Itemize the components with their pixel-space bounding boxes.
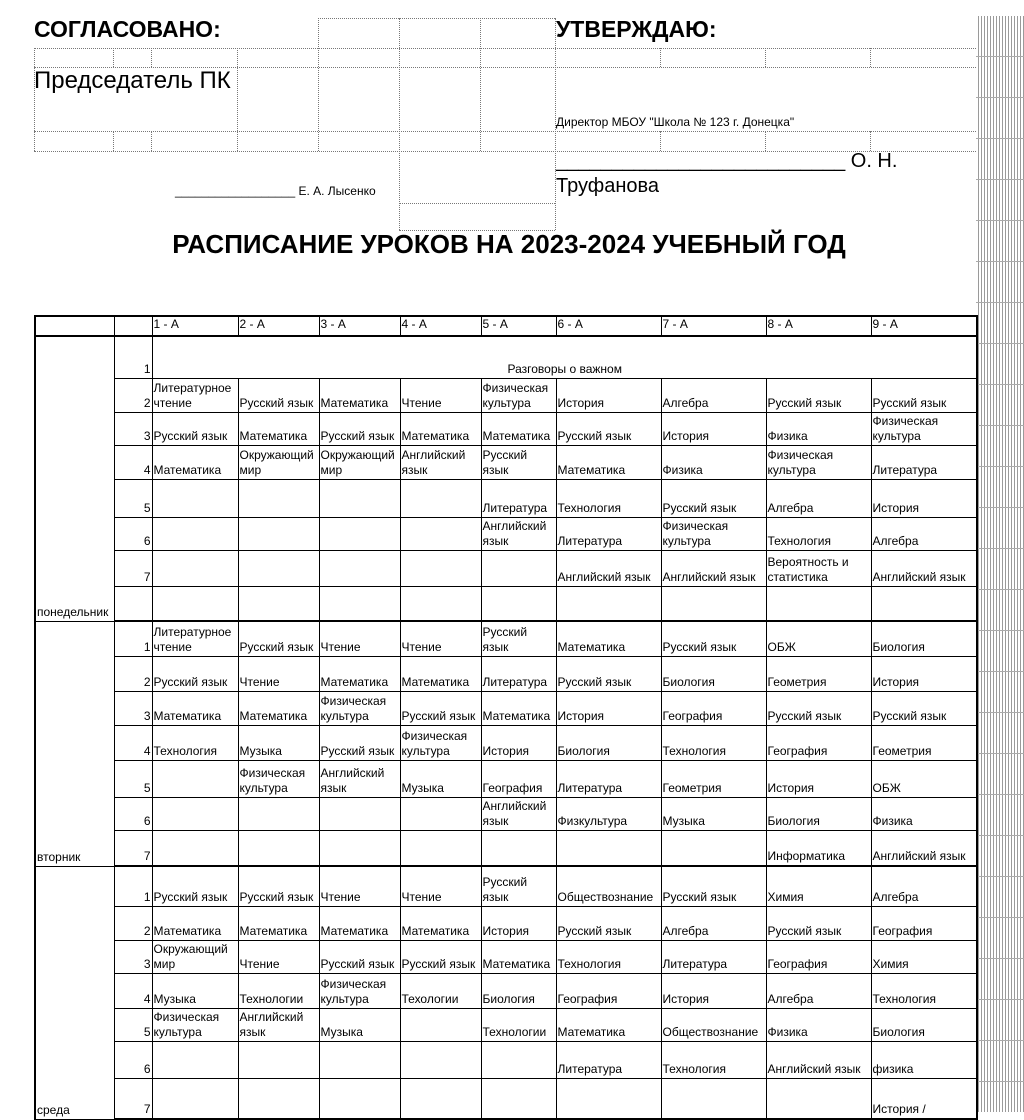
lesson-cell: Литература xyxy=(871,445,977,479)
lesson-cell: Технологии xyxy=(481,1008,556,1041)
table-row xyxy=(35,586,977,621)
lesson-cell: Физика xyxy=(766,1008,871,1041)
lesson-cell: География xyxy=(871,906,977,940)
lesson-cell: Музыка xyxy=(238,725,319,760)
lesson-number: 6 xyxy=(114,1041,152,1078)
table-row xyxy=(35,725,977,760)
lesson-cell: Геометрия xyxy=(766,656,871,691)
table-row xyxy=(35,378,977,412)
table-row xyxy=(35,691,977,725)
lesson-cell: Геометрия xyxy=(871,725,977,760)
lesson-cell xyxy=(481,550,556,586)
lesson-cell xyxy=(238,830,319,866)
lesson-cell: Информатика xyxy=(766,830,871,866)
class-header: 4 - А xyxy=(400,316,481,336)
lesson-cell: Английский язык xyxy=(871,550,977,586)
lesson-cell: Русский язык xyxy=(556,412,661,445)
lesson-cell: Чтение xyxy=(319,621,400,656)
lesson-cell: Русский язык xyxy=(481,866,556,906)
lesson-cell xyxy=(152,586,238,621)
lesson-cell xyxy=(556,586,661,621)
lesson-cell: Русский язык xyxy=(661,866,766,906)
lesson-cell xyxy=(152,550,238,586)
lesson-cell: Обществознание xyxy=(556,866,661,906)
lesson-cell xyxy=(400,550,481,586)
lesson-cell: Биология xyxy=(661,656,766,691)
lesson-cell: Чтение xyxy=(400,866,481,906)
gridline xyxy=(660,48,661,67)
lesson-cell: Алгебра xyxy=(766,973,871,1008)
page-title: РАСПИСАНИЕ УРОКОВ НА 2023-2024 УЧЕБНЫЙ ГОД xyxy=(172,229,846,259)
lesson-cell xyxy=(400,797,481,830)
lesson-number: 7 xyxy=(114,1078,152,1119)
lesson-cell: Русский язык xyxy=(319,940,400,973)
lesson-cell: Английский язык xyxy=(556,550,661,586)
lesson-cell xyxy=(238,1078,319,1119)
lesson-cell xyxy=(400,586,481,621)
lesson-cell: Математика xyxy=(481,940,556,973)
gridline xyxy=(113,48,114,67)
lesson-cell xyxy=(319,830,400,866)
lesson-cell xyxy=(661,1078,766,1119)
lesson-cell: Английский язык xyxy=(400,445,481,479)
lesson-cell: Биология xyxy=(556,725,661,760)
lesson-cell: Музыка xyxy=(661,797,766,830)
lesson-cell: Русский язык xyxy=(556,656,661,691)
lesson-cell: Русский язык xyxy=(152,412,238,445)
class-header: 5 - А xyxy=(481,316,556,336)
lesson-number: 3 xyxy=(114,691,152,725)
lesson-cell: физика xyxy=(871,1041,977,1078)
lesson-cell: Русский язык xyxy=(152,656,238,691)
lesson-cell: Английский язык xyxy=(319,760,400,797)
lesson-number: 7 xyxy=(114,550,152,586)
table-row xyxy=(35,517,977,550)
gridline xyxy=(399,18,400,230)
lesson-cell xyxy=(400,1078,481,1119)
table-row xyxy=(35,830,977,866)
lesson-cell: Окружающий мир xyxy=(319,445,400,479)
lesson-cell: Математика xyxy=(319,656,400,691)
gridline xyxy=(34,131,976,132)
lesson-cell xyxy=(766,586,871,621)
lesson-cell: Физическая культура xyxy=(871,412,977,445)
gridline xyxy=(237,48,238,151)
lesson-cell: Обществознание xyxy=(661,1008,766,1041)
lesson-number: 1 xyxy=(114,336,152,378)
gridline xyxy=(870,48,871,67)
lesson-number: 6 xyxy=(114,797,152,830)
lesson-cell: Биология xyxy=(766,797,871,830)
gridline xyxy=(318,18,319,151)
lesson-cell xyxy=(238,479,319,517)
approval-left-signature: __________________ Е. А. Лысенко xyxy=(175,184,376,198)
class-header: 9 - А xyxy=(871,316,977,336)
lesson-cell: ОБЖ xyxy=(871,760,977,797)
lesson-cell: Математика xyxy=(556,1008,661,1041)
lesson-cell: Русский язык xyxy=(238,621,319,656)
lesson-number: 2 xyxy=(114,906,152,940)
lesson-cell: Чтение xyxy=(400,378,481,412)
lesson-cell xyxy=(481,830,556,866)
lesson-cell xyxy=(319,1041,400,1078)
lesson-cell: Физика xyxy=(661,445,766,479)
lesson-cell: Чтение xyxy=(319,866,400,906)
lesson-cell: Математика xyxy=(481,412,556,445)
class-header: 1 - А xyxy=(152,316,238,336)
lesson-cell: Русский язык xyxy=(238,866,319,906)
lesson-cell: Алгебра xyxy=(871,517,977,550)
lesson-cell: Русский язык xyxy=(766,691,871,725)
lesson-cell xyxy=(319,797,400,830)
lesson-cell xyxy=(319,517,400,550)
lesson-cell: Алгебра xyxy=(661,906,766,940)
table-row xyxy=(35,866,977,906)
table-row xyxy=(35,1078,977,1119)
lesson-cell: Литература xyxy=(481,479,556,517)
lesson-cell xyxy=(319,1078,400,1119)
lesson-cell: Технология xyxy=(152,725,238,760)
lesson-cell: Русский язык xyxy=(766,906,871,940)
gridline xyxy=(765,131,766,151)
lesson-cell: Математика xyxy=(556,621,661,656)
lesson-cell: Английский язык xyxy=(481,797,556,830)
lesson-cell: Музыка xyxy=(400,760,481,797)
lesson-cell: Математика xyxy=(238,691,319,725)
approval-left-role: Председатель ПК xyxy=(34,67,231,94)
lesson-cell: Чтение xyxy=(238,656,319,691)
table-row xyxy=(35,973,977,1008)
lesson-cell xyxy=(152,760,238,797)
lesson-cell: Технология xyxy=(556,940,661,973)
table-row xyxy=(35,906,977,940)
lesson-cell: История / xyxy=(871,1078,977,1119)
lesson-cell: Математика xyxy=(152,906,238,940)
lesson-cell: Литературное чтение xyxy=(152,378,238,412)
lesson-number xyxy=(114,586,152,621)
lesson-cell: Русский язык xyxy=(238,378,319,412)
class-header: 6 - А xyxy=(556,316,661,336)
lesson-cell: География xyxy=(481,760,556,797)
lesson-number: 3 xyxy=(114,412,152,445)
lesson-cell: Русский язык xyxy=(481,445,556,479)
table-row xyxy=(35,336,977,378)
header-empty-cell xyxy=(114,316,152,336)
lesson-cell: Русский язык xyxy=(319,725,400,760)
lesson-cell xyxy=(661,830,766,866)
day-name: понедельник xyxy=(35,336,114,621)
lesson-number: 2 xyxy=(114,656,152,691)
table-row xyxy=(35,479,977,517)
table-row xyxy=(35,1008,977,1041)
lesson-cell xyxy=(400,517,481,550)
lesson-cell: Физика xyxy=(871,797,977,830)
lesson-cell: Физкультура xyxy=(556,797,661,830)
lesson-cell: Русский язык xyxy=(556,906,661,940)
lesson-number: 1 xyxy=(114,866,152,906)
lesson-number: 5 xyxy=(114,1008,152,1041)
table-row xyxy=(35,940,977,973)
gridline xyxy=(151,48,152,67)
lesson-cell: Алгебра xyxy=(661,378,766,412)
lesson-cell xyxy=(556,1078,661,1119)
lesson-cell xyxy=(481,586,556,621)
lesson-number: 4 xyxy=(114,973,152,1008)
lesson-cell: Технологии xyxy=(238,973,319,1008)
lesson-cell xyxy=(400,479,481,517)
lesson-number: 2 xyxy=(114,378,152,412)
gridline xyxy=(113,131,114,151)
lesson-cell xyxy=(152,479,238,517)
approval-right-signature-line: __________________________ О. Н. xyxy=(556,150,898,172)
lesson-number: 5 xyxy=(114,479,152,517)
table-row xyxy=(35,621,977,656)
lesson-cell xyxy=(152,830,238,866)
lesson-cell: Математика xyxy=(319,906,400,940)
lesson-cell: ОБЖ xyxy=(766,621,871,656)
lesson-cell: Математика xyxy=(238,412,319,445)
lesson-cell: Физическая культура xyxy=(319,691,400,725)
lesson-cell: Физическая культура xyxy=(238,760,319,797)
lesson-cell: История xyxy=(871,656,977,691)
lesson-cell: Математика xyxy=(400,656,481,691)
lesson-cell xyxy=(238,1041,319,1078)
lesson-cell: Химия xyxy=(871,940,977,973)
lesson-cell: Литературное чтение xyxy=(152,621,238,656)
day-name: вторник xyxy=(35,621,114,866)
lesson-cell: География xyxy=(766,725,871,760)
lesson-cell: Алгебра xyxy=(871,866,977,906)
lesson-cell: Физическая культура xyxy=(400,725,481,760)
lesson-cell: Окружающий мир xyxy=(238,445,319,479)
lesson-cell xyxy=(238,517,319,550)
lesson-cell: Техологии xyxy=(400,973,481,1008)
lesson-cell: География xyxy=(766,940,871,973)
lesson-cell: Физическая культура xyxy=(319,973,400,1008)
gridline xyxy=(480,18,481,151)
lesson-cell: История xyxy=(556,378,661,412)
lesson-number: 5 xyxy=(114,760,152,797)
lesson-cell: Биология xyxy=(871,1008,977,1041)
lesson-cell: Математика xyxy=(556,445,661,479)
lesson-number: 4 xyxy=(114,725,152,760)
lesson-cell xyxy=(152,1078,238,1119)
lesson-cell: Чтение xyxy=(400,621,481,656)
lesson-cell: Русский язык xyxy=(766,378,871,412)
lesson-cell: История xyxy=(481,906,556,940)
lesson-cell: Математика xyxy=(152,691,238,725)
lesson-cell xyxy=(481,1041,556,1078)
gridline xyxy=(870,131,871,151)
lesson-cell: География xyxy=(556,973,661,1008)
lesson-cell: Русский язык xyxy=(400,691,481,725)
approval-left-title: СОГЛАСОВАНО: xyxy=(34,16,221,42)
schedule-table xyxy=(34,315,978,1120)
lesson-cell xyxy=(319,586,400,621)
approval-right-name: Труфанова xyxy=(556,175,660,197)
day-name: среда xyxy=(35,866,114,1119)
lesson-number: 6 xyxy=(114,517,152,550)
lesson-cell: Литература xyxy=(661,940,766,973)
lesson-cell: Физическая культура xyxy=(152,1008,238,1041)
lesson-cell xyxy=(481,1078,556,1119)
table-row xyxy=(35,760,977,797)
lesson-cell: Литература xyxy=(556,1041,661,1078)
class-header: 7 - А xyxy=(661,316,766,336)
lesson-cell: Английский язык xyxy=(661,550,766,586)
spreadsheet-grid-strip xyxy=(976,16,1024,1112)
lesson-cell: Физическая культура xyxy=(481,378,556,412)
lesson-cell xyxy=(400,1041,481,1078)
lesson-cell: История xyxy=(871,479,977,517)
approval-right-title: УТВЕРЖДАЮ: xyxy=(556,16,717,42)
lesson-cell xyxy=(400,830,481,866)
lesson-number: 7 xyxy=(114,830,152,866)
lesson-cell: Русский язык xyxy=(871,378,977,412)
lesson-number: 3 xyxy=(114,940,152,973)
lesson-cell: Биология xyxy=(481,973,556,1008)
lesson-cell: История xyxy=(481,725,556,760)
lesson-cell: Музыка xyxy=(152,973,238,1008)
lesson-cell: История xyxy=(661,973,766,1008)
lesson-number: 4 xyxy=(114,445,152,479)
lesson-cell xyxy=(152,797,238,830)
class-header: 2 - А xyxy=(238,316,319,336)
lesson-cell: Математика xyxy=(481,691,556,725)
lesson-cell: География xyxy=(661,691,766,725)
table-row xyxy=(35,412,977,445)
lesson-cell: Технология xyxy=(556,479,661,517)
lesson-cell: Английский язык xyxy=(766,1041,871,1078)
lesson-cell: Чтение xyxy=(238,940,319,973)
class-header: 3 - А xyxy=(319,316,400,336)
table-row xyxy=(35,550,977,586)
lesson-cell: Алгебра xyxy=(766,479,871,517)
lesson-cell: Русский язык xyxy=(871,691,977,725)
table-row xyxy=(35,445,977,479)
lesson-cell xyxy=(556,830,661,866)
lesson-cell: Окружающий мир xyxy=(152,940,238,973)
gridline xyxy=(399,203,555,204)
lesson-cell: Математика xyxy=(400,412,481,445)
lesson-cell: Математика xyxy=(319,378,400,412)
lesson-cell: Английский язык xyxy=(871,830,977,866)
lesson-cell: Геометрия xyxy=(661,760,766,797)
lesson-cell: Русский язык xyxy=(400,940,481,973)
lesson-cell: Литература xyxy=(556,760,661,797)
lesson-cell: Математика xyxy=(400,906,481,940)
lesson-cell xyxy=(871,586,977,621)
lesson-cell: Технология xyxy=(766,517,871,550)
lesson-cell: Литература xyxy=(556,517,661,550)
lesson-cell: Русский язык xyxy=(661,479,766,517)
lesson-cell: Русский язык xyxy=(481,621,556,656)
lesson-cell xyxy=(152,517,238,550)
lesson-cell: Физическая культура xyxy=(766,445,871,479)
gridline xyxy=(151,131,152,151)
table-row xyxy=(35,797,977,830)
lesson-cell xyxy=(400,1008,481,1041)
merged-lesson-cell: Разговоры о важном xyxy=(152,336,977,378)
lesson-cell: Английский язык xyxy=(481,517,556,550)
lesson-cell: Математика xyxy=(238,906,319,940)
gridline xyxy=(34,48,35,151)
header-row xyxy=(35,316,977,336)
lesson-cell xyxy=(766,1078,871,1119)
lesson-cell: Литература xyxy=(481,656,556,691)
lesson-cell: Математика xyxy=(152,445,238,479)
table-row xyxy=(35,656,977,691)
gridline xyxy=(34,48,976,49)
lesson-cell: Технология xyxy=(661,1041,766,1078)
approval-right-role: Директор МБОУ "Школа № 123 г. Донецка" xyxy=(556,115,795,129)
lesson-cell: Технология xyxy=(661,725,766,760)
lesson-cell xyxy=(238,586,319,621)
lesson-number: 1 xyxy=(114,621,152,656)
gridline xyxy=(765,48,766,67)
gridline xyxy=(660,131,661,151)
lesson-cell xyxy=(319,479,400,517)
lesson-cell: Русский язык xyxy=(319,412,400,445)
lesson-cell: История xyxy=(661,412,766,445)
lesson-cell: Русский язык xyxy=(661,621,766,656)
lesson-cell: Биология xyxy=(871,621,977,656)
lesson-cell: Русский язык xyxy=(152,866,238,906)
lesson-cell: История xyxy=(556,691,661,725)
lesson-cell: Физическая культура xyxy=(661,517,766,550)
lesson-cell: Вероятность и статистика xyxy=(766,550,871,586)
lesson-cell: История xyxy=(766,760,871,797)
lesson-cell: Химия xyxy=(766,866,871,906)
lesson-cell: Физика xyxy=(766,412,871,445)
lesson-cell xyxy=(152,1041,238,1078)
class-header: 8 - А xyxy=(766,316,871,336)
gridline xyxy=(318,18,555,19)
lesson-cell xyxy=(661,586,766,621)
lesson-cell: Музыка xyxy=(319,1008,400,1041)
lesson-cell xyxy=(238,550,319,586)
lesson-cell: Английский язык xyxy=(238,1008,319,1041)
lesson-cell xyxy=(238,797,319,830)
lesson-cell: Технология xyxy=(871,973,977,1008)
header-empty-cell xyxy=(35,316,114,336)
table-row xyxy=(35,1041,977,1078)
lesson-cell xyxy=(319,550,400,586)
